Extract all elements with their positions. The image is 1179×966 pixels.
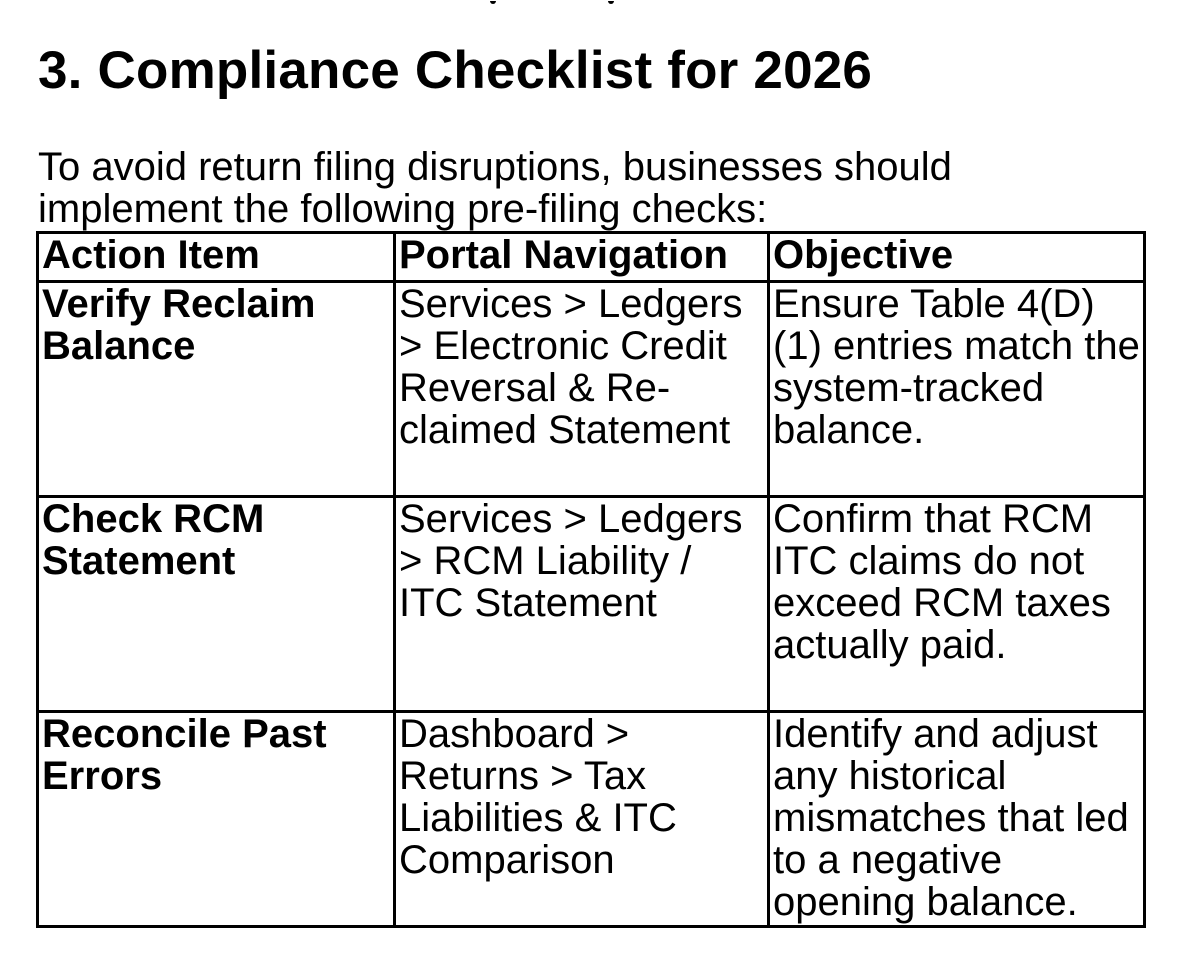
objective-cell: Ensure Table 4(D)(1) entries match the system-tracked balance.	[769, 282, 1145, 497]
intro-paragraph: To avoid return filing disruptions, businesses should implement the following pre-filing checks:	[38, 145, 952, 231]
compliance-checklist-table	[36, 231, 1146, 928]
table-row	[38, 282, 1145, 497]
column-header-action-item: Action Item	[38, 233, 395, 282]
portal-navigation-cell: Dashboard > Returns > Tax Liabilities & ITC Comparison	[395, 712, 769, 927]
table-row	[38, 497, 1145, 712]
portal-navigation-cell: Services > Ledgers > RCM Liability / ITC Statement	[395, 497, 769, 712]
clipped-previous-line	[490, 0, 630, 4]
portal-navigation-cell: Services > Ledgers > Electronic Credit Reversal & Re-claimed Statement	[395, 282, 769, 497]
table-row	[38, 712, 1145, 927]
action-item-cell: Verify Reclaim Balance	[38, 282, 395, 497]
action-item-cell: Check RCM Statement	[38, 497, 395, 712]
column-header-objective: Objective	[769, 233, 1145, 282]
objective-cell: Identify and adjust any historical mismatches that led to a negative opening balance.	[769, 712, 1145, 927]
table-header-row	[38, 233, 1145, 282]
section-title: 3. Compliance Checklist for 2026	[38, 41, 873, 100]
column-header-portal-navigation: Portal Navigation	[395, 233, 769, 282]
objective-cell: Confirm that RCM ITC claims do not exceed RCM taxes actually paid.	[769, 497, 1145, 712]
action-item-cell: Reconcile Past Errors	[38, 712, 395, 927]
